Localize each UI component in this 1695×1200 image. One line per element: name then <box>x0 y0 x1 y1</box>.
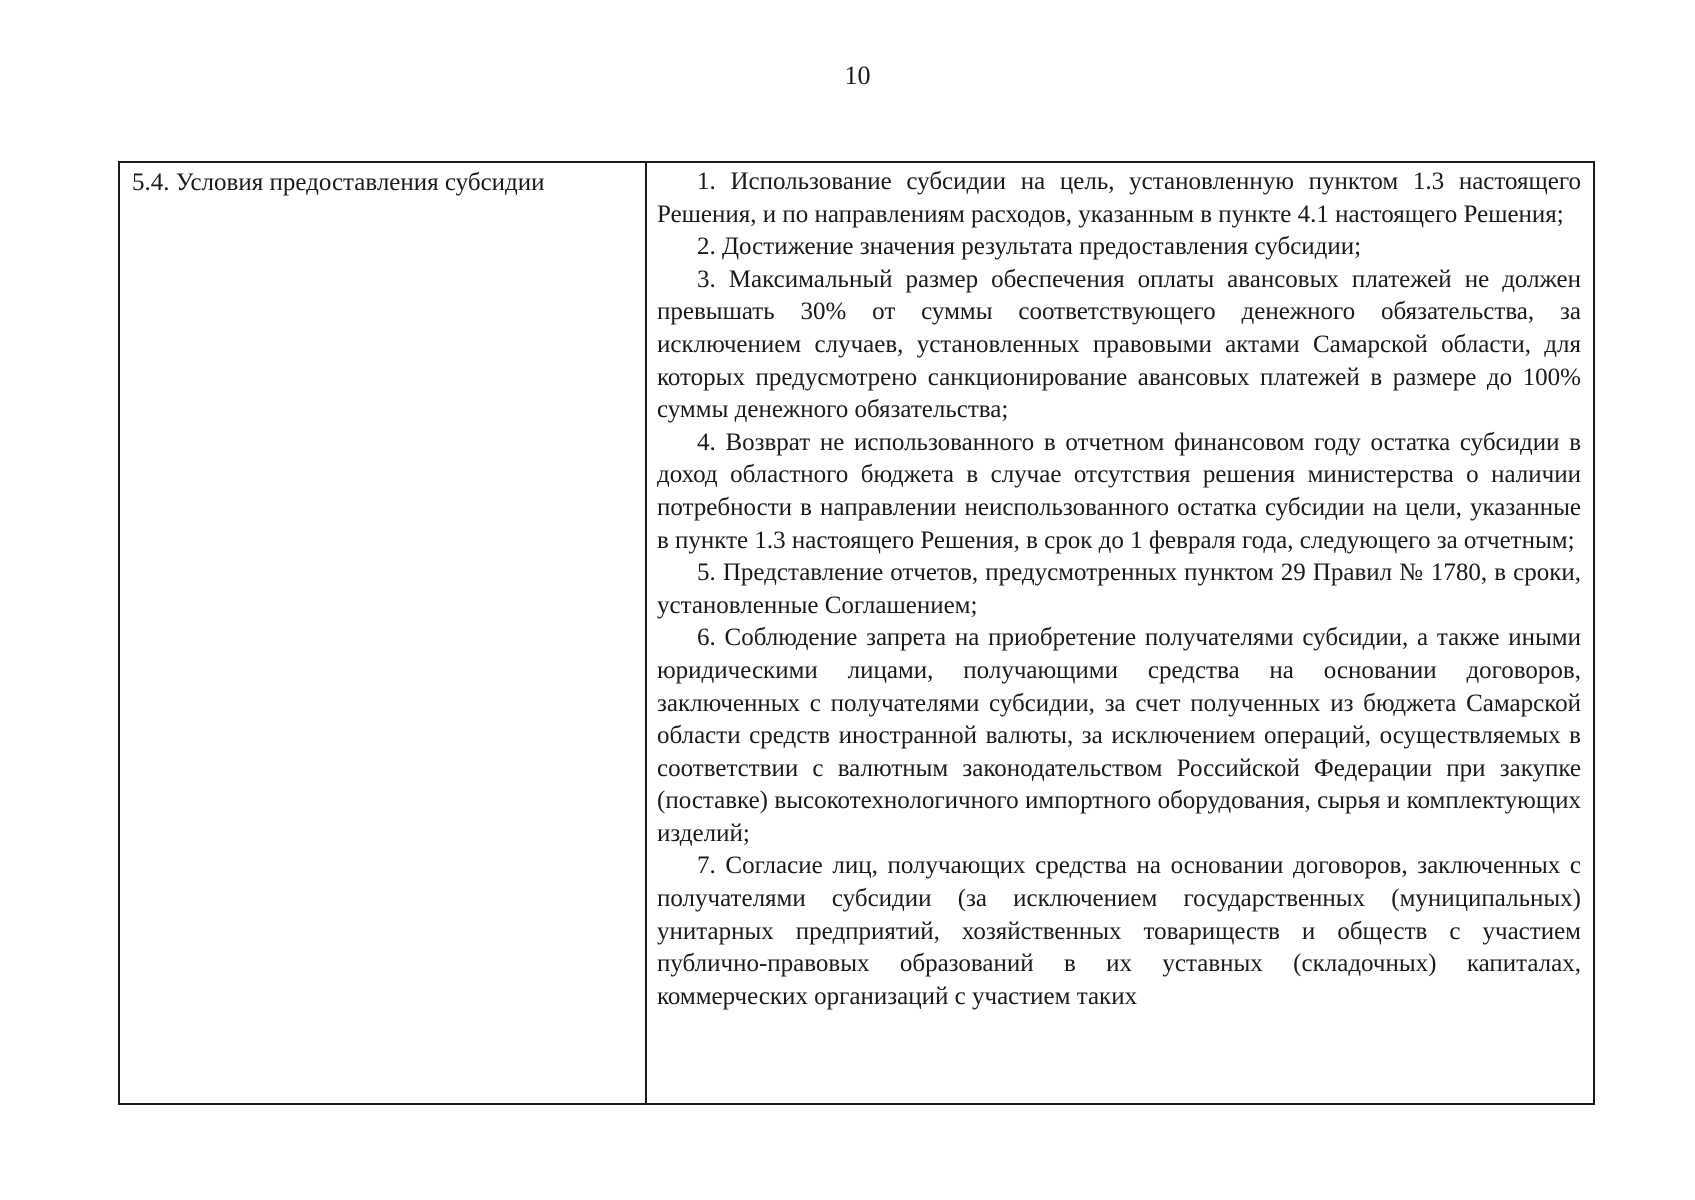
table-left-column <box>120 163 647 1103</box>
condition-paragraph-4: 4. Возврат не использованного в отчетном финансовом году остатка субсидии в доход областного бюджета в случае отсутствия решения министерства о наличии потребности в направлении неиспользованного остатка субсидии на цели, указанные в пункте 1.3 настоящего Решения, в срок до 1 февраля года, следующего за отчетным; <box>657 428 1581 554</box>
conditions-table <box>118 161 1595 1105</box>
table-right-column <box>647 163 1593 1103</box>
page-number: 10 <box>844 61 871 90</box>
condition-paragraph-2: 2. Достижение значения результата предоставления субсидии; <box>697 233 1362 261</box>
condition-paragraph-7: 7. Согласие лиц, получающих средства на основании договоров, заключенных с получателями субсидии (за исключением государственных (муниципальных) унитарных предприятий, хозяйственных товариществ и обществ с участием публично-правовых образований в их уставных (складочных) капиталах, коммерческих организаций с участием таких <box>657 852 1581 1010</box>
condition-paragraph-1: 1. Использование субсидии на цель, установленную пунктом 1.3 настоящего Решения, и по направлениям расходов, указанным в пункте 4.1 настоящего Решения; <box>657 168 1581 228</box>
condition-paragraph-6: 6. Соблюдение запрета на приобретение получателями субсидии, а также иными юридическими лицами, получающими средства на основании договоров, заключенных с получателями субсидии, за счет полученных из бюджета Самарской области средств иностранной валюты, за исключением операций, осуществляемых в соответствии с валютным законодательством Российской Федерации при закупке (поставке) высокотехнологичного импортного оборудования, сырья и комплектующих изделий; <box>657 624 1581 847</box>
condition-paragraph-5: 5. Представление отчетов, предусмотренных пунктом 29 Правил № 1780, в сроки, установленные Соглашением; <box>657 559 1581 619</box>
section-label: 5.4. Условия предоставления субсидии <box>132 169 545 196</box>
condition-paragraph-3: 3. Максимальный размер обеспечения оплаты авансовых платежей не должен превышать 30% от суммы соответствующего денежного обязательства, за исключением случаев, установленных правовыми актами Самарской области, для которых предусмотрено санкционирование авансовых платежей в размере до 100% суммы денежного обязательства; <box>657 265 1581 424</box>
